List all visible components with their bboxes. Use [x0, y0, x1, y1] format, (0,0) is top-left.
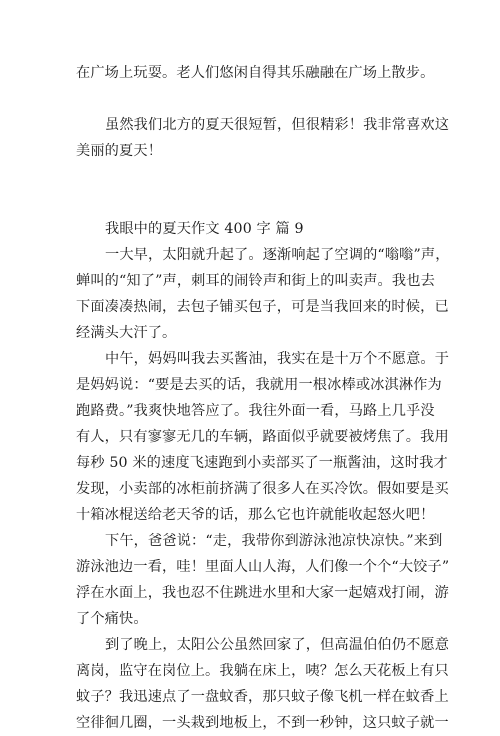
text-line: 在广场上玩耍。老人们悠闲自得其乐融融在广场上散步。 — [76, 65, 435, 81]
document-page — [76, 60, 450, 736]
text-line: 美丽的夏天！ — [76, 143, 163, 159]
text-line: 发现，小卖部的冰柜前挤满了很多人在买冷饮。假如要是买 — [76, 481, 449, 497]
text-line: 到了晚上，太阳公公虽然回家了，但高温伯伯仍不愿意 — [105, 637, 450, 653]
text-line: 游泳池边一看，哇！里面人山人海，人们像一个个“大饺子” — [76, 559, 450, 575]
text-line: 是妈妈说：“要是去买的话，我就用一根冰棒或冰淇淋作为 — [76, 377, 442, 393]
text-line: 中午，妈妈叫我去买酱油，我实在是十万个不愿意。于 — [105, 351, 450, 367]
text-line: 十箱冰棍送给老天爷的话，那么它也许就能收起怒火吧！ — [76, 507, 435, 523]
text-line: 有人，只有寥寥无几的车辆，路面似乎就要被烤焦了。我用 — [76, 429, 449, 445]
text-line: 一大早，太阳就升起了。逐渐响起了空调的“嗡嗡”声， — [105, 247, 450, 263]
text-line: 蝉叫的“知了”声，刺耳的闹铃声和街上的叫卖声。我也去 — [76, 273, 435, 289]
text-line: 蚊子？我迅速点了一盘蚊香，那只蚊子像飞机一样在蚊香上 — [76, 689, 449, 705]
text-line: 空徘徊几圈，一头栽到地板上，不到一秒钟，这只蚊子就一 — [76, 715, 449, 731]
text-line: 了个痛快。 — [76, 611, 148, 627]
text-line: 虽然我们北方的夏天很短暂，但很精彩！我非常喜欢这 — [105, 117, 450, 133]
text-line: 下午，爸爸说：“走，我带你到游泳池凉快凉快。”来到 — [105, 533, 443, 549]
text-line: 每秒 50 米的速度飞速跑到小卖部买了一瓶酱油，这时我才 — [76, 455, 448, 471]
text-line: 经满头大汗了。 — [76, 325, 177, 341]
text-line: 下面凑凑热闹，去包子铺买包子，可是当我回来的时候，已 — [76, 299, 449, 315]
text-line: 浮在水面上，我也忍不住跳进水里和大家一起嬉戏打闹，游 — [76, 585, 449, 601]
text-line: 跑路费。”我爽快地答应了。我往外面一看，马路上几乎没 — [76, 403, 435, 419]
text-line: 离岗，监守在岗位上。我躺在床上，咦？怎么天花板上有只 — [76, 663, 449, 679]
article-title: 我眼中的夏天作文 400 字 篇 9 — [105, 221, 304, 237]
